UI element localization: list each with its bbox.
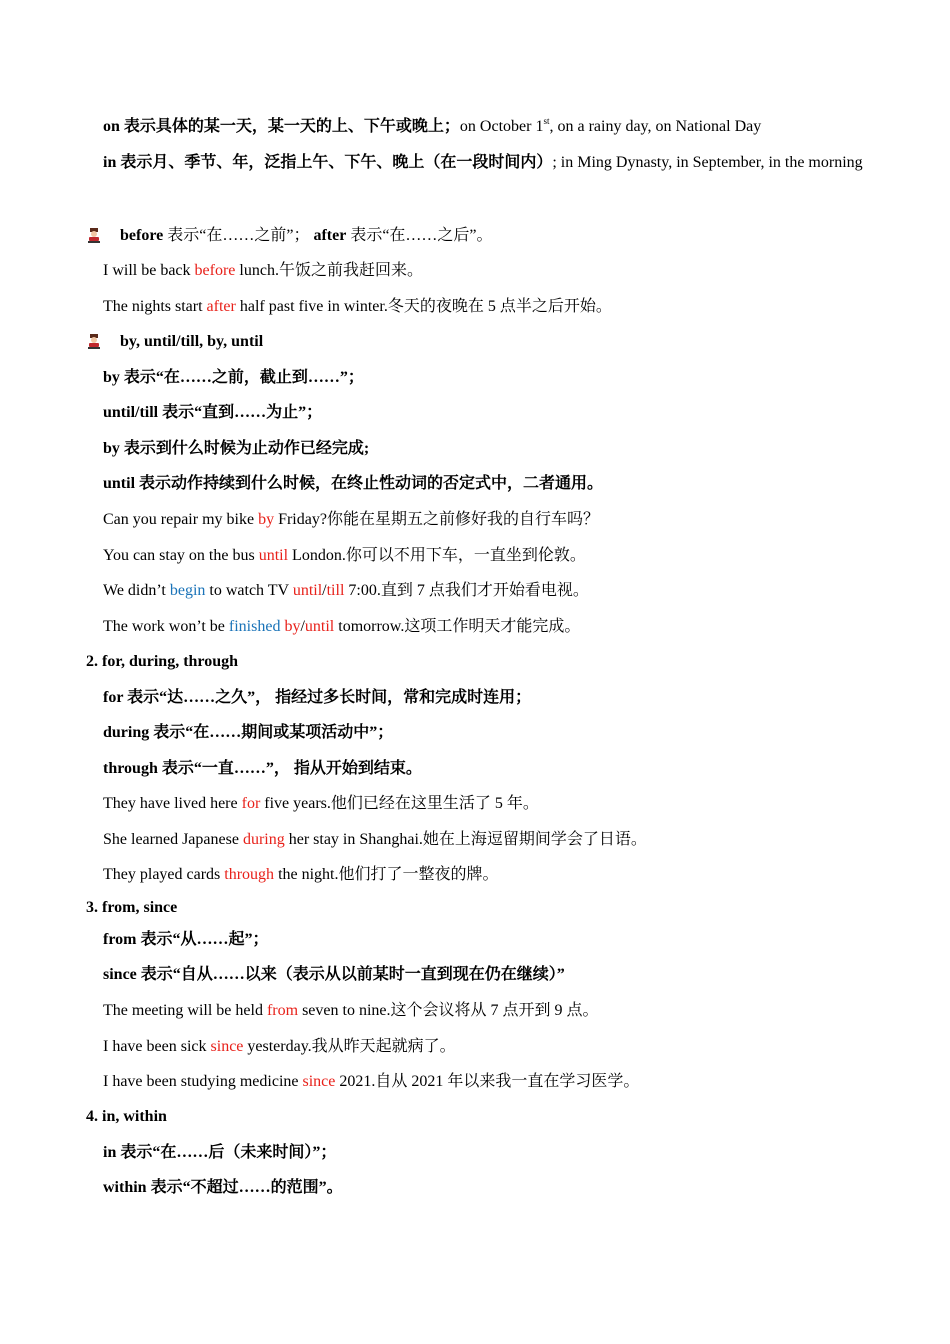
before-desc: 表示“在……之前”； [163, 227, 314, 244]
highlight-verb: finished [228, 618, 281, 635]
example-sentence [103, 261, 423, 281]
example-text: I will be back [103, 262, 195, 279]
section-heading-text: 4. in, within [86, 1108, 167, 1125]
example-text: yesterday.我从昨天起就病了。 [243, 1038, 456, 1055]
after-desc: 表示“在……之后”。 [346, 227, 493, 244]
rule-word: until [103, 475, 136, 492]
example-text: the night.他们打了一整夜的牌。 [274, 866, 499, 883]
section-heading [86, 1107, 167, 1127]
rule-desc: 表示“从……起”； [136, 931, 269, 948]
example-sentence [103, 297, 612, 317]
on-rule-desc: 表示具体的某一天，某一天的上、下午或晚上； [119, 118, 460, 135]
rule-line [103, 403, 322, 423]
example-text: tomorrow.这项工作明天才能完成。 [334, 618, 581, 635]
in-rule-example: ; in Ming Dynasty, in September, in the morning [552, 154, 863, 171]
example-text: Friday?你能在星期五之前修好我的自行车吗？ [274, 511, 599, 528]
highlight-keyword: since [210, 1038, 244, 1055]
slash: / [300, 618, 305, 635]
by-until-heading [120, 332, 263, 352]
example-text: Can you repair my bike [103, 511, 259, 528]
before-word: before [120, 227, 164, 244]
on-rule-line [103, 117, 761, 137]
rule-desc: 表示动作持续到什么时候，在终止性动词的否定式中，二者通用。 [135, 475, 604, 492]
rule-desc: 表示“直到……为止”； [158, 404, 323, 421]
rule-desc: 表示“在……之前，截止到……”； [119, 369, 364, 386]
rule-desc: 表示“达……之久”， 指经过多长时间，常和完成时连用； [123, 689, 532, 706]
rule-desc: 表示“一直……”， 指从开始到结束。 [157, 760, 422, 777]
rule-line [103, 1143, 336, 1163]
in-rule-word: in [103, 154, 117, 171]
on-rule-superscript: st [543, 116, 550, 126]
rule-line [103, 368, 364, 388]
section-heading [86, 652, 238, 672]
highlight-keyword: during [242, 831, 285, 848]
highlight-keyword: through [224, 866, 275, 883]
example-sentence [103, 546, 586, 566]
rule-word: by [103, 369, 120, 386]
before-after-heading [120, 226, 493, 246]
example-text: They have lived here [103, 795, 242, 812]
rule-line [103, 930, 268, 950]
example-text: I have been sick [103, 1038, 211, 1055]
after-word: after [313, 227, 347, 244]
rule-line [103, 759, 422, 779]
example-text: The work won’t be [103, 618, 229, 635]
rule-line [103, 688, 531, 708]
example-text: to watch TV [205, 582, 293, 599]
on-rule-word: on [103, 118, 120, 135]
example-sentence [103, 865, 499, 885]
example-sentence [103, 617, 580, 637]
rule-desc: 表示“在……后（未来时间）”； [116, 1144, 337, 1161]
rule-line [103, 965, 565, 985]
example-text: They played cards [103, 866, 225, 883]
highlight-keyword: before [194, 262, 236, 279]
example-text: We didn’t [103, 582, 170, 599]
example-text: London.你可以不用下车，一直坐到伦敦。 [288, 547, 586, 564]
rule-line [103, 439, 369, 459]
example-text: The meeting will be held [103, 1002, 267, 1019]
example-sentence [103, 1037, 456, 1057]
rule-word: since [103, 966, 137, 983]
example-sentence [103, 830, 647, 850]
rule-desc: 表示“不超过……的范围”。 [146, 1179, 343, 1196]
rule-desc: 表示到什么时候为止动作已经完成; [119, 440, 370, 457]
rule-word: in [103, 1144, 117, 1161]
on-rule-example: on October 1 [459, 118, 544, 135]
rule-word: by [103, 440, 120, 457]
highlight-keyword: until [258, 547, 289, 564]
rule-word: through [103, 760, 158, 777]
highlight-keyword: by [258, 511, 275, 528]
example-sentence [103, 510, 599, 530]
example-text: 7:00.直到 7 点我们才开始看电视。 [344, 582, 589, 599]
highlight-keyword: till [326, 582, 345, 599]
rule-line [103, 474, 603, 494]
example-text: five years.他们已经在这里生活了 5 年。 [260, 795, 539, 812]
example-text: The nights start [103, 298, 207, 315]
rule-desc: 表示“在……期间或某项活动中”； [149, 724, 394, 741]
in-rule-desc: 表示月、季节、年，泛指上午、下午、晚上（在一段时间内） [116, 154, 553, 171]
highlight-keyword: since [302, 1073, 336, 1090]
figure-bullet-icon [86, 333, 102, 349]
highlight-keyword: until [304, 618, 335, 635]
highlight-keyword: for [241, 795, 261, 812]
rule-word: for [103, 689, 124, 706]
in-rule-paragraph [103, 144, 868, 181]
rule-desc: 表示“自从……以来（表示从以前某时一直到现在仍在继续）” [136, 966, 565, 983]
by-until-heading-text: by, until/till, by, until [120, 333, 264, 350]
on-rule-example-rest: , on a rainy day, on National Day [549, 118, 762, 135]
highlight-verb: begin [169, 582, 206, 599]
example-sentence [103, 1072, 639, 1092]
example-text: half past five in winter.冬天的夜晚在 5 点半之后开始。 [235, 298, 612, 315]
rule-line [103, 1178, 343, 1198]
section-heading [86, 898, 177, 918]
slash: / [322, 582, 327, 599]
highlight-keyword: by [284, 618, 301, 635]
example-text: I have been studying medicine [103, 1073, 303, 1090]
example-text: her stay in Shanghai.她在上海逗留期间学会了日语。 [284, 831, 647, 848]
highlight-keyword: after [206, 298, 236, 315]
section-heading-text: 2. for, during, through [86, 653, 239, 670]
highlight-keyword: until [292, 582, 323, 599]
figure-bullet-icon [86, 227, 102, 243]
example-text: seven to nine.这个会议将从 7 点开到 9 点。 [298, 1002, 599, 1019]
example-sentence [103, 1001, 599, 1021]
example-text: 2021.自从 2021 年以来我一直在学习医学。 [335, 1073, 640, 1090]
rule-word: during [103, 724, 150, 741]
example-sentence [103, 581, 589, 601]
rule-word: from [103, 931, 137, 948]
example-text: You can stay on the bus [103, 547, 259, 564]
rule-word: until/till [103, 404, 159, 421]
example-sentence [103, 794, 539, 814]
highlight-keyword: from [266, 1002, 299, 1019]
example-text: lunch.午饭之前我赶回来。 [235, 262, 423, 279]
example-text: She learned Japanese [103, 831, 243, 848]
rule-word: within [103, 1179, 147, 1196]
rule-line [103, 723, 393, 743]
section-heading-text: 3. from, since [86, 899, 178, 916]
